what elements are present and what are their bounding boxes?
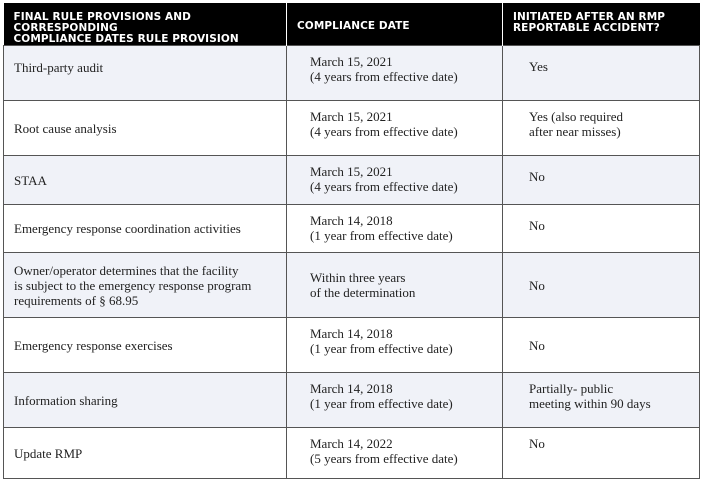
date-line: March 14, 2018 xyxy=(310,326,393,341)
provision-line: Third-party audit xyxy=(14,60,104,75)
header-provision-line-2: COMPLIANCE DATES RULE PROVISION xyxy=(13,33,239,45)
date-line: March 14, 2018 xyxy=(310,213,393,228)
date-line: March 15, 2021 xyxy=(310,164,393,179)
provision-line: STAA xyxy=(14,172,47,188)
cell-provision xyxy=(4,46,287,101)
date-note-line: (4 years from effective date) xyxy=(310,124,458,139)
initiated-line: No xyxy=(529,218,545,233)
table-row xyxy=(4,253,700,318)
initiated-line: No xyxy=(529,169,545,184)
cell-provision xyxy=(4,253,287,318)
table-row xyxy=(4,318,700,373)
date-note-line: (1 year from effective date) xyxy=(310,341,453,356)
provision-line: Emergency response coordination activities xyxy=(14,221,241,236)
date-note-line: (4 years from effective date) xyxy=(310,69,458,84)
provision-line: Root cause analysis xyxy=(14,120,117,136)
compliance-table-container xyxy=(3,3,699,479)
provision-line: Owner/operator determines that the facility xyxy=(14,262,239,278)
cell-initiated xyxy=(503,373,700,428)
header-provision-line-1: FINAL RULE PROVISIONS AND CORRESPONDING xyxy=(13,11,191,34)
cell-initiated xyxy=(503,205,700,253)
initiated-line: No xyxy=(529,277,545,293)
provision-line: Emergency response exercises xyxy=(14,337,173,353)
cell-compliance-date xyxy=(287,156,503,205)
date-line: March 15, 2021 xyxy=(310,109,393,124)
cell-initiated xyxy=(503,46,700,101)
header-provision xyxy=(4,3,287,46)
table-row xyxy=(4,428,700,479)
cell-compliance-date xyxy=(287,253,503,318)
cell-initiated xyxy=(503,101,700,156)
initiated-line: No xyxy=(529,436,545,451)
cell-initiated xyxy=(503,253,700,318)
table-body xyxy=(4,46,700,479)
cell-provision xyxy=(4,318,287,373)
provision-line: is subject to the emergency response program xyxy=(14,277,252,293)
table-row xyxy=(4,156,700,205)
table-header xyxy=(4,3,700,46)
cell-compliance-date xyxy=(287,428,503,479)
cell-provision xyxy=(4,205,287,253)
table-row xyxy=(4,373,700,428)
date-line: March 14, 2018 xyxy=(310,381,393,396)
date-line: March 14, 2022 xyxy=(310,436,393,451)
date-note-line: (4 years from effective date) xyxy=(310,179,458,194)
header-initiated xyxy=(503,3,700,46)
cell-initiated xyxy=(503,318,700,373)
table-row xyxy=(4,101,700,156)
initiated-line: meeting within 90 days xyxy=(529,396,651,411)
date-note-line: of the determination xyxy=(310,285,416,300)
initiated-line: Yes xyxy=(529,59,548,74)
date-line: March 15, 2021 xyxy=(310,54,393,69)
table-row xyxy=(4,46,700,101)
initiated-line: after near misses) xyxy=(529,124,621,139)
provision-line: Update RMP xyxy=(14,445,83,461)
cell-compliance-date xyxy=(287,318,503,373)
date-note-line: (5 years from effective date) xyxy=(310,451,458,466)
cell-initiated xyxy=(503,428,700,479)
header-row xyxy=(4,3,700,46)
provision-line: requirements of § 68.95 xyxy=(14,292,139,308)
cell-provision xyxy=(4,156,287,205)
header-initiated-line-2: REPORTABLE ACCIDENT? xyxy=(513,22,660,34)
header-compliance-date: COMPLIANCE DATE xyxy=(287,3,503,46)
cell-initiated xyxy=(503,156,700,205)
initiated-line: No xyxy=(529,337,545,353)
compliance-dates-table xyxy=(3,3,700,479)
table-row xyxy=(4,205,700,253)
cell-compliance-date xyxy=(287,373,503,428)
provision-line: Information sharing xyxy=(14,392,118,408)
initiated-line: Yes (also required xyxy=(529,109,623,124)
date-note-line: (1 year from effective date) xyxy=(310,228,453,243)
date-note-line: (1 year from effective date) xyxy=(310,396,453,411)
date-line: Within three years xyxy=(310,270,406,285)
header-initiated-line-1: INITIATED AFTER AN RMP xyxy=(513,11,666,23)
initiated-line: Partially- public xyxy=(529,381,614,396)
cell-provision xyxy=(4,101,287,156)
cell-provision xyxy=(4,428,287,479)
cell-compliance-date xyxy=(287,205,503,253)
cell-provision xyxy=(4,373,287,428)
cell-compliance-date xyxy=(287,101,503,156)
cell-compliance-date xyxy=(287,46,503,101)
